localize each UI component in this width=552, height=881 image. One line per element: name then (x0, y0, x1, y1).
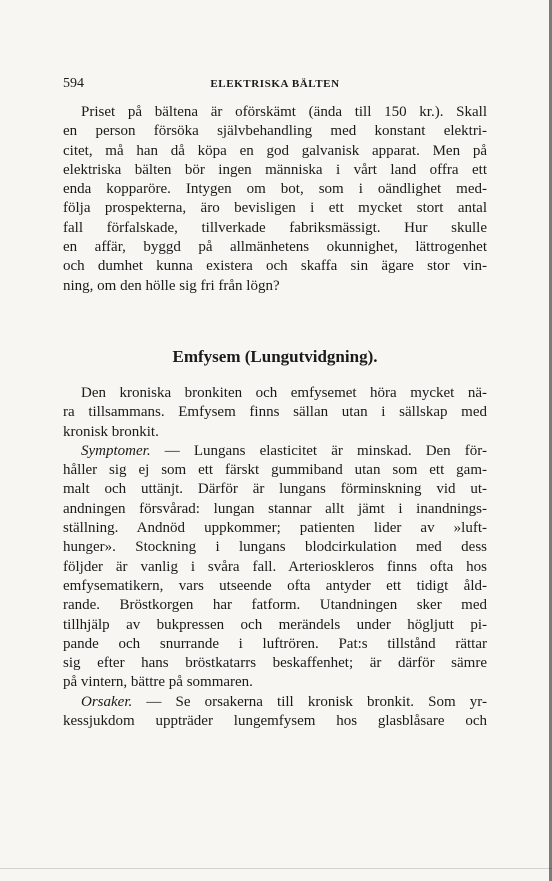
text-line: emfysematikern, vars utseende ofta antyder ett tidigt åld- (63, 577, 487, 594)
paragraph-price (63, 103, 487, 296)
text-line: en affär, byggd på allmänhetens okunnighet, lättrogenhet (63, 239, 487, 256)
text-line: citet, må han då köpa en god galvanisk apparat. Men på (63, 142, 487, 159)
text-line: kronisk bronkit. (63, 423, 159, 440)
causes-label: Orsaker. (81, 693, 133, 710)
text-line: håller sig ej som ett färskt gummiband utan som ett gam- (63, 462, 487, 479)
text-line: Priset på bältena är oförskämt (ända till 150 kr.). Skall (81, 104, 487, 120)
text-line: tillhjälp av bukpressen och merändels under högljutt pi- (63, 616, 487, 633)
text-line: och dumhet kunna existera och skaffa sin ägare stor vin- (63, 258, 487, 275)
section-body (63, 384, 487, 731)
text-line: elektriska bälten bör ingen människa i vårt land offra ett (63, 161, 487, 178)
text-line (63, 693, 487, 712)
page-header (63, 76, 487, 94)
text-line: på vintern, bättre på sommaren. (63, 674, 253, 691)
text-line: sig efter hans bröstkatarrs beskaffenhet; är därför sämre (63, 655, 487, 672)
text-fragment: — Lungans elasticitet är minskad. Den för- (150, 442, 487, 459)
text-line (63, 442, 487, 461)
text-line: följa prospekterna, äro bevisligen i ett mycket stort antal (63, 200, 487, 217)
text-fragment: — Se orsakerna till kronisk bronkit. Som yr- (132, 693, 487, 710)
text-line: ning, om den hölle sig fri från lögn? (63, 277, 280, 294)
text-line: pande och snurrande i luftrören. Pat:s tillstånd rättar (63, 635, 487, 652)
text-line: ställning. Andnöd uppkommer; patienten lider av »luft- (63, 520, 487, 537)
text-line: rande. Bröstkorgen har fatform. Utandningen sker med (63, 597, 487, 614)
running-head: ELEKTRISKA BÄLTEN (210, 78, 340, 90)
text-line: ra tillsammans. Emfysem finns sällan utan i sällskap med (63, 404, 487, 421)
text-line: andningen försvårad: lungan stannar allt jämt i inandnings- (63, 500, 487, 517)
section-heading: Emfysem (Lungutvidgning). (172, 347, 378, 366)
text-line: en person försöka självbehandling med konstant elektri- (63, 123, 487, 140)
page-edge-rule (0, 868, 552, 869)
text-line: kessjukdom uppträder lungemfysem hos glasblåsare och (63, 713, 487, 730)
page-number: 594 (63, 76, 84, 91)
text-line: hunger». Stockning i lungans blodcirkulation med dess (63, 539, 487, 556)
text-line: Den kroniska bronkiten och emfysemet höra mycket nä- (81, 385, 487, 401)
text-line: fall förfalskade, tillverkade fabriksmässigt. Hur skulle (63, 219, 487, 236)
text-line: malt och uttänjt. Därför är lungans förminskning vid ut- (63, 481, 487, 498)
text-line: enda kopparöre. Intygen om bot, som i oändlighet med- (63, 181, 487, 198)
symptoms-label: Symptomer. (81, 442, 151, 459)
text-line: följder är vanlig i svåra fall. Arterioskleros finns ofta hos (63, 558, 487, 575)
